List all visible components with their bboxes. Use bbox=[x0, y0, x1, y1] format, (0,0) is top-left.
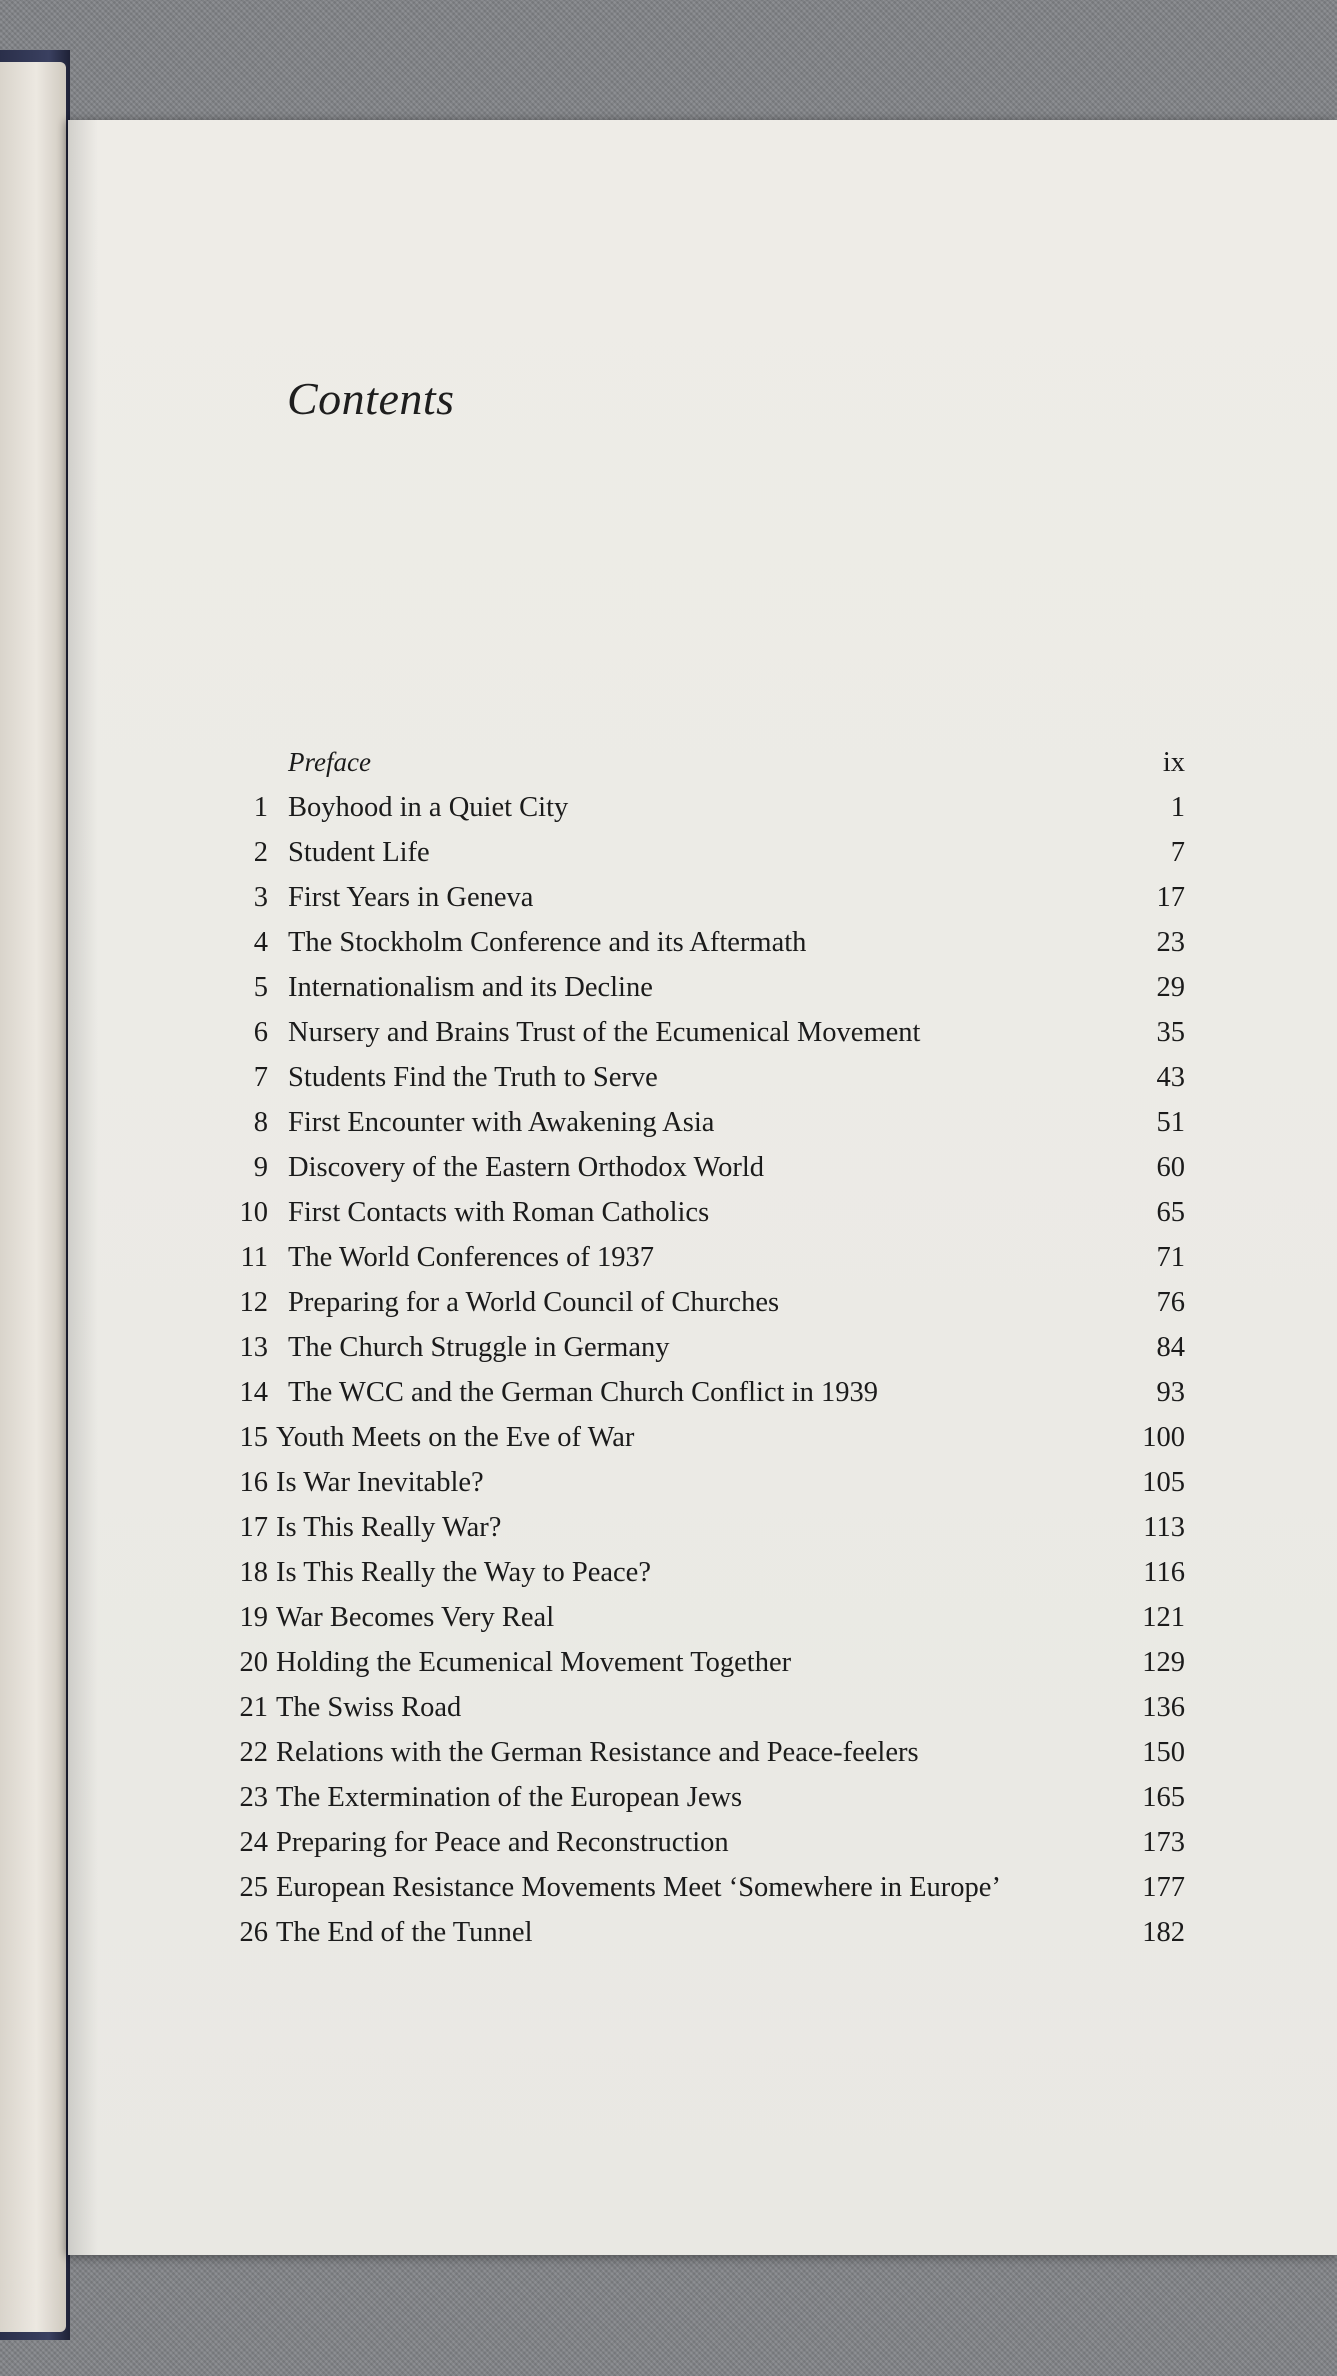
page-number: ix bbox=[1162, 747, 1185, 778]
chapter-number: 15 bbox=[239, 1422, 268, 1453]
toc-entry bbox=[200, 1055, 1185, 1100]
page-number: 150 bbox=[1142, 1737, 1185, 1768]
chapter-title: Holding the Ecumenical Movement Together bbox=[276, 1647, 792, 1678]
toc-entry bbox=[200, 965, 1185, 1010]
chapter-number: 14 bbox=[239, 1377, 268, 1408]
page-number: 43 bbox=[1156, 1062, 1185, 1093]
chapter-number: 23 bbox=[239, 1782, 268, 1813]
chapter-number: 6 bbox=[253, 1017, 268, 1048]
chapter-number: 1 bbox=[253, 792, 268, 823]
page-number: 71 bbox=[1156, 1242, 1185, 1273]
page-number: 29 bbox=[1156, 972, 1185, 1003]
chapter-number: 7 bbox=[253, 1062, 268, 1093]
page-number: 7 bbox=[1170, 837, 1185, 868]
page-number: 35 bbox=[1156, 1017, 1185, 1048]
chapter-title: Preparing for a World Council of Churches bbox=[288, 1287, 780, 1318]
chapter-number: 5 bbox=[253, 972, 268, 1003]
page-number: 116 bbox=[1143, 1557, 1185, 1588]
chapter-title: War Becomes Very Real bbox=[276, 1602, 555, 1633]
toc-entry bbox=[200, 1775, 1185, 1820]
chapter-number: 11 bbox=[240, 1242, 268, 1273]
page-number: 23 bbox=[1156, 927, 1185, 958]
chapter-title: The Church Struggle in Germany bbox=[288, 1332, 670, 1363]
chapter-number: 26 bbox=[239, 1917, 268, 1948]
chapter-title: Discovery of the Eastern Orthodox World bbox=[288, 1152, 765, 1183]
chapter-title: The Stockholm Conference and its Aftermath bbox=[288, 927, 807, 958]
toc-entry bbox=[200, 1460, 1185, 1505]
toc-entry bbox=[200, 1595, 1185, 1640]
page-number: 129 bbox=[1142, 1647, 1185, 1678]
page-number: 51 bbox=[1156, 1107, 1185, 1138]
chapter-number: 4 bbox=[253, 927, 268, 958]
chapter-title: Preface bbox=[288, 747, 371, 777]
chapter-title: Is War Inevitable? bbox=[276, 1467, 484, 1498]
toc-entry bbox=[200, 1325, 1185, 1370]
chapter-title: Nursery and Brains Trust of the Ecumenical Movement bbox=[288, 1017, 921, 1048]
chapter-title: Preparing for Peace and Reconstruction bbox=[276, 1827, 729, 1858]
toc-entry bbox=[200, 1100, 1185, 1145]
chapter-number: 10 bbox=[239, 1197, 268, 1228]
toc-entry bbox=[200, 1910, 1185, 1955]
chapter-title: First Years in Geneva bbox=[288, 882, 534, 913]
chapter-number: 9 bbox=[253, 1152, 268, 1183]
toc-entry bbox=[200, 1370, 1185, 1415]
page-number: 1 bbox=[1170, 792, 1185, 823]
toc-entry bbox=[200, 1685, 1185, 1730]
chapter-title: European Resistance Movements Meet ‘Somewhere in Europe’ bbox=[276, 1872, 1001, 1903]
toc-entry bbox=[200, 1505, 1185, 1550]
page-number: 121 bbox=[1142, 1602, 1185, 1633]
page-number: 84 bbox=[1156, 1332, 1185, 1363]
chapter-number: 25 bbox=[239, 1872, 268, 1903]
table-of-contents bbox=[200, 740, 1185, 1955]
page-number: 76 bbox=[1156, 1287, 1185, 1318]
toc-entry bbox=[200, 830, 1185, 875]
chapter-title: Is This Really War? bbox=[276, 1512, 502, 1543]
page-title: Contents bbox=[287, 373, 455, 424]
page-number: 165 bbox=[1142, 1782, 1185, 1813]
chapter-number: 8 bbox=[253, 1107, 268, 1138]
chapter-number: 18 bbox=[239, 1557, 268, 1588]
toc-entry bbox=[200, 1865, 1185, 1910]
toc-entry bbox=[200, 1190, 1185, 1235]
toc-entry bbox=[200, 920, 1185, 965]
page-number: 182 bbox=[1142, 1917, 1185, 1948]
toc-entry bbox=[200, 1280, 1185, 1325]
page-number: 113 bbox=[1143, 1512, 1185, 1543]
page-number: 60 bbox=[1156, 1152, 1185, 1183]
page-number: 100 bbox=[1142, 1422, 1185, 1453]
page-number: 93 bbox=[1156, 1377, 1185, 1408]
toc-entry bbox=[200, 1640, 1185, 1685]
chapter-title: Youth Meets on the Eve of War bbox=[276, 1422, 635, 1453]
toc-entry bbox=[200, 1820, 1185, 1865]
toc-entry bbox=[200, 785, 1185, 830]
chapter-number: 19 bbox=[239, 1602, 268, 1633]
page-number: 105 bbox=[1142, 1467, 1185, 1498]
chapter-title: Internationalism and its Decline bbox=[288, 972, 653, 1003]
toc-entry bbox=[200, 1550, 1185, 1595]
page-number: 177 bbox=[1142, 1872, 1185, 1903]
left-page-edge bbox=[0, 62, 66, 2332]
page-number: 173 bbox=[1142, 1827, 1185, 1858]
toc-entry bbox=[200, 1730, 1185, 1775]
toc-entry bbox=[200, 1010, 1185, 1055]
chapter-title: The Swiss Road bbox=[276, 1692, 462, 1723]
toc-entry bbox=[200, 1235, 1185, 1280]
chapter-title: Student Life bbox=[288, 837, 430, 868]
chapter-title: Students Find the Truth to Serve bbox=[288, 1062, 658, 1093]
chapter-title: Is This Really the Way to Peace? bbox=[276, 1557, 651, 1588]
chapter-number: 20 bbox=[239, 1647, 268, 1678]
page-number: 65 bbox=[1156, 1197, 1185, 1228]
toc-entry-preface bbox=[200, 740, 1185, 785]
chapter-number: 24 bbox=[239, 1827, 268, 1858]
chapter-number: 22 bbox=[239, 1737, 268, 1768]
chapter-title: The Extermination of the European Jews bbox=[276, 1782, 743, 1813]
chapter-number: 13 bbox=[239, 1332, 268, 1363]
toc-entry bbox=[200, 875, 1185, 920]
chapter-number: 3 bbox=[253, 882, 268, 913]
page-number: 136 bbox=[1142, 1692, 1185, 1723]
page-gutter-shadow bbox=[68, 120, 98, 2255]
chapter-title: First Encounter with Awakening Asia bbox=[288, 1107, 715, 1138]
page-number: 17 bbox=[1156, 882, 1185, 913]
chapter-number: 12 bbox=[239, 1287, 268, 1318]
chapter-title: Boyhood in a Quiet City bbox=[288, 792, 569, 823]
chapter-title: The World Conferences of 1937 bbox=[288, 1242, 654, 1273]
toc-entry bbox=[200, 1145, 1185, 1190]
toc-entry bbox=[200, 1415, 1185, 1460]
chapter-number: 2 bbox=[253, 837, 268, 868]
chapter-number: 17 bbox=[239, 1512, 268, 1543]
chapter-number: 21 bbox=[239, 1692, 268, 1723]
chapter-title: The WCC and the German Church Conflict in 1939 bbox=[288, 1377, 878, 1408]
chapter-number: 16 bbox=[239, 1467, 268, 1498]
chapter-title: The End of the Tunnel bbox=[276, 1917, 533, 1948]
chapter-title: First Contacts with Roman Catholics bbox=[288, 1197, 710, 1228]
chapter-title: Relations with the German Resistance and Peace-feelers bbox=[276, 1737, 919, 1768]
